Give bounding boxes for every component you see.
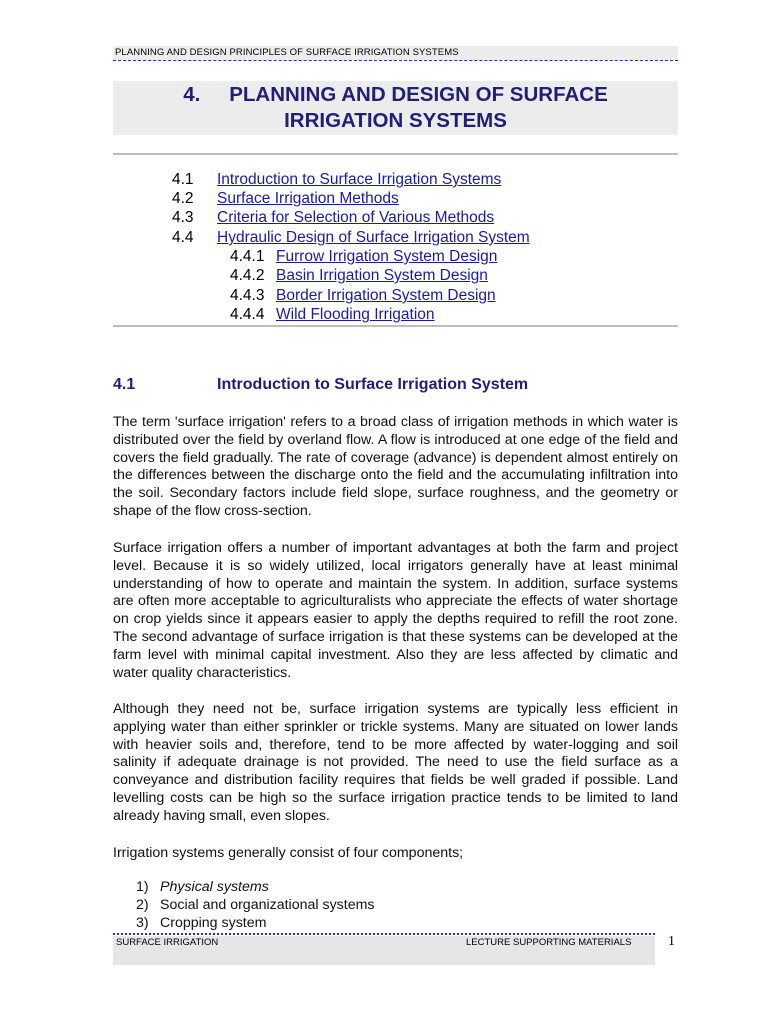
- toc-link-4-4-4[interactable]: Wild Flooding Irrigation: [276, 306, 435, 323]
- toc-link-4-1[interactable]: Introduction to Surface Irrigation Systems: [217, 171, 502, 188]
- toc-item-number: 4.4.3: [230, 287, 265, 304]
- toc-link-4-4-1[interactable]: Furrow Irrigation System Design: [276, 248, 498, 265]
- footer-material-type: LECTURE SUPPORTING MATERIALS: [466, 937, 632, 948]
- paragraph: Although they need not be, surface irrigation systems are typically less efficient in applying water than either sprinkler or trickle systems. Many are situated on lower lands with heavier soils and, therefore, tend to be more affected by water-logging and soil salinity if adequate drainage is not provided. The need to use the field surface as a conveyance and distribution facility requires that fields be well graded if possible. Land levelling costs can be high so the surface irrigation practice tends to be limited to land already having small, even slopes.: [113, 701, 678, 824]
- list-item-number: 2): [136, 897, 149, 913]
- paragraph: Surface irrigation offers a number of important advantages at both the farm and project level. Because it is so widely utilized, local irrigators generally have at least minimal understanding of how to operate and maintain the system. In addition, surface systems are often more acceptable to agriculturalists who appreciate the effects of water shortage on crop yields since it appears easier to apply the depths required to refill the root zone. The second advantage of surface irrigation is that these systems can be developed at the farm level with minimal capital investment. Also they are less affected by climatic and water quality characteristics.: [113, 540, 678, 681]
- list-item-label: Social and organizational systems: [160, 897, 375, 913]
- toc-item-number: 4.4.4: [230, 306, 265, 323]
- paragraph: Irrigation systems generally consist of four components;: [113, 845, 464, 861]
- toc-link-4-2[interactable]: Surface Irrigation Methods: [217, 190, 399, 207]
- toc-link-4-3[interactable]: Criteria for Selection of Various Methods: [217, 209, 495, 226]
- toc-item-number: 4.4: [172, 229, 194, 246]
- toc-link-4-4-3[interactable]: Border Irrigation System Design: [276, 287, 496, 304]
- list-item-label: Physical systems: [160, 879, 269, 895]
- chapter-title-line2: IRRIGATION SYSTEMS: [284, 109, 507, 132]
- toc-item-number: 4.4.2: [230, 267, 265, 284]
- header-divider: [113, 60, 678, 61]
- list-item-label: Cropping system: [160, 915, 267, 931]
- toc-item-number: 4.4.1: [230, 248, 265, 265]
- toc-item-number: 4.2: [172, 190, 194, 207]
- toc-link-4-4[interactable]: Hydraulic Design of Surface Irrigation System: [217, 229, 530, 246]
- footer-divider: [113, 933, 655, 935]
- page-number: 1: [668, 934, 675, 949]
- toc-item-number: 4.1: [172, 171, 194, 188]
- chapter-number: 4.: [183, 83, 201, 106]
- toc-link-4-4-2[interactable]: Basin Irrigation System Design: [276, 267, 488, 284]
- list-item-number: 3): [136, 915, 149, 931]
- section-number: 4.1: [113, 376, 136, 393]
- toc-bottom-divider: [113, 325, 678, 327]
- running-header-title: PLANNING AND DESIGN PRINCIPLES OF SURFACE IRRIGATION SYSTEMS: [115, 47, 459, 58]
- chapter-title-line1: PLANNING AND DESIGN OF SURFACE: [229, 83, 608, 106]
- chapter-title: [113, 83, 678, 107]
- paragraph: The term 'surface irrigation' refers to a broad class of irrigation methods in which water is distributed over the field by overland flow. A flow is introduced at one edge of the field and covers the field gradually. The rate of coverage (advance) is dependent almost entirely on the differences between the discharge onto the field and the accumulating infiltration into the soil. Secondary factors include field slope, surface roughness, and the geometry or shape of the flow cross-section.: [113, 414, 678, 519]
- list-item-number: 1): [136, 879, 149, 895]
- footer-course-title: SURFACE IRRIGATION: [116, 937, 219, 948]
- toc-item-number: 4.3: [172, 209, 194, 226]
- section-title: Introduction to Surface Irrigation System: [217, 376, 529, 393]
- toc-top-divider: [113, 153, 678, 155]
